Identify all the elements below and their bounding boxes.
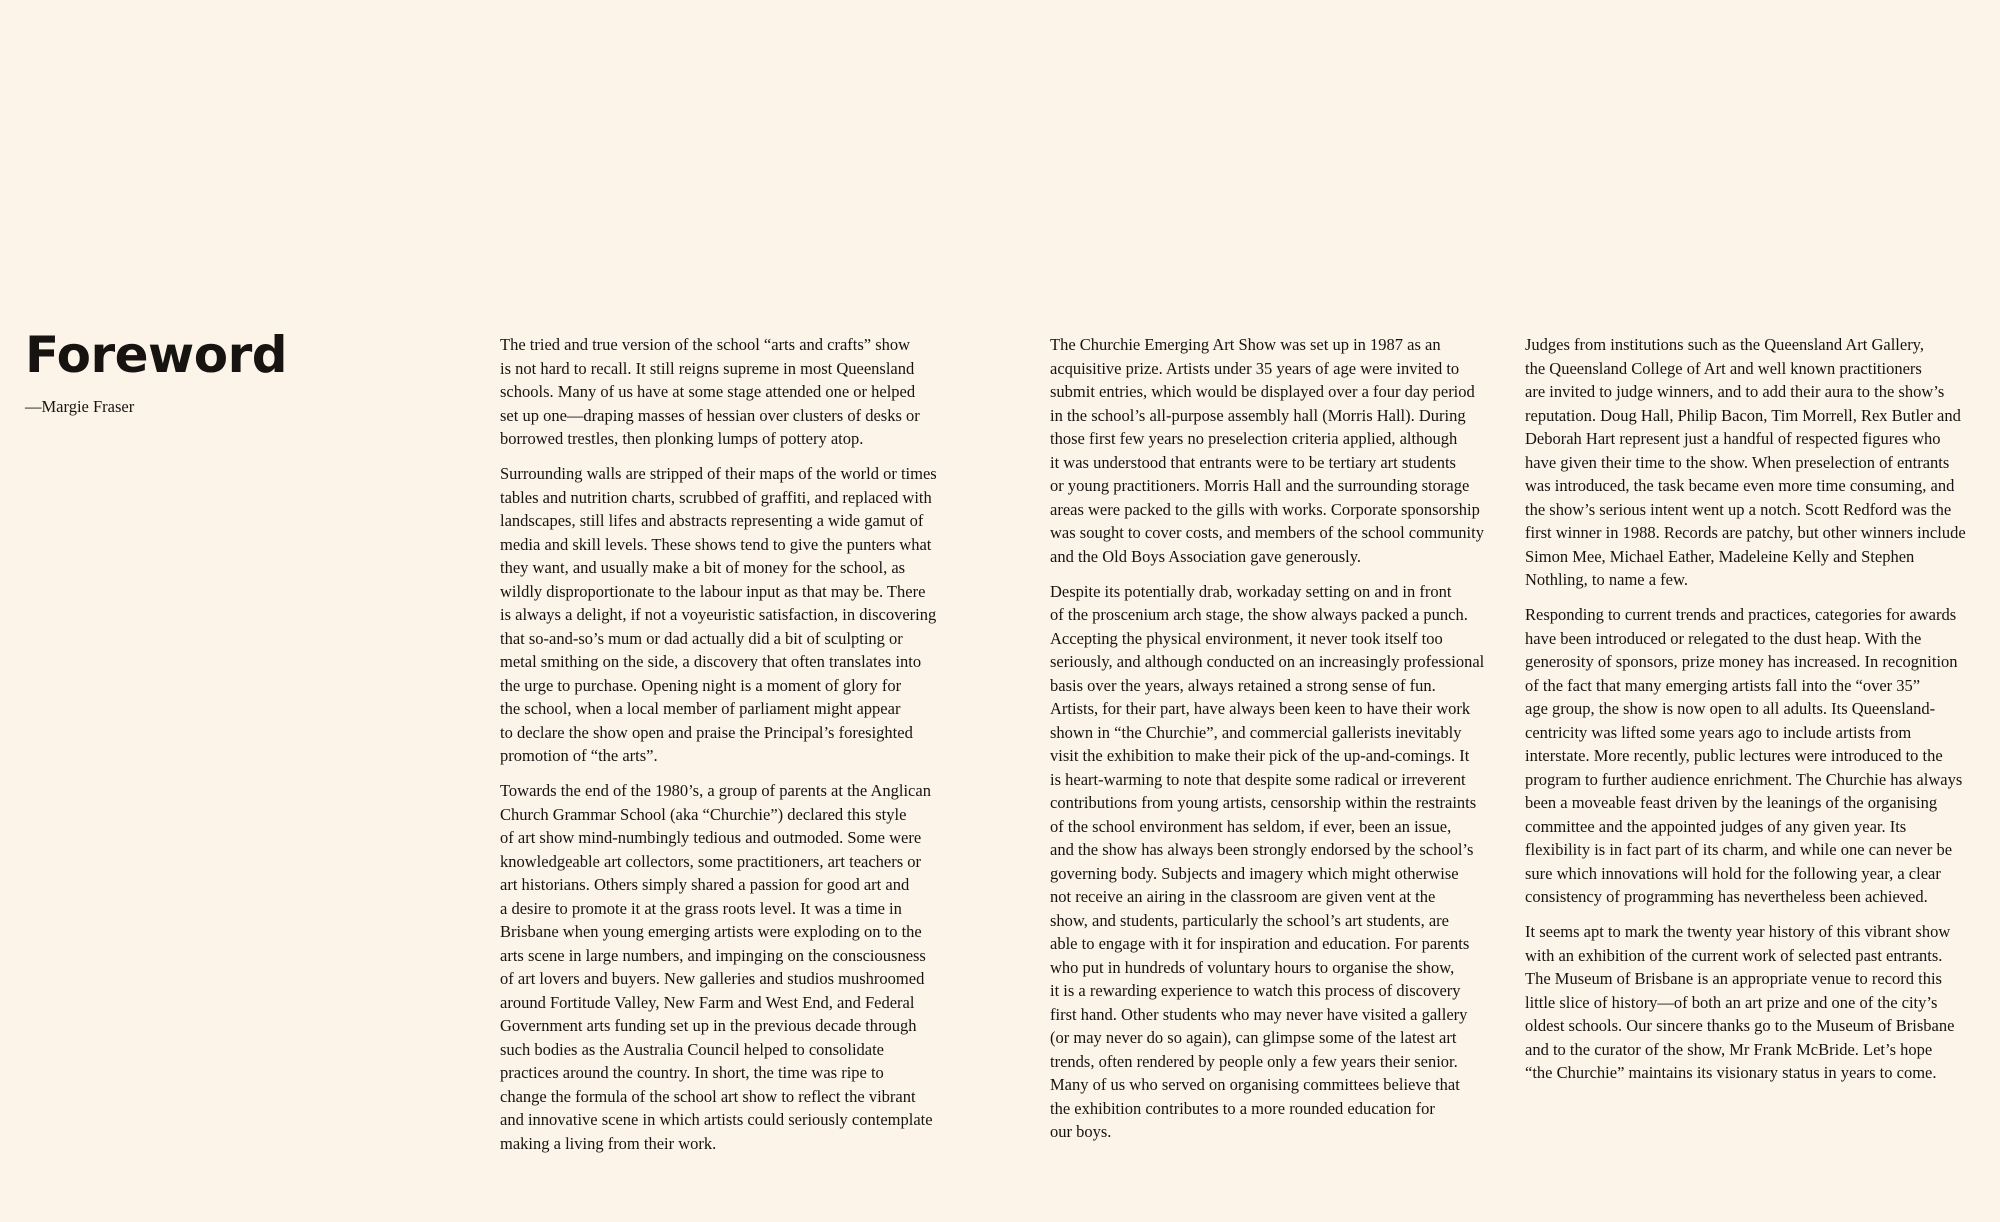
text-line: borrowed trestles, then plonking lumps of pottery atop. <box>500 429 864 448</box>
text-line: Deborah Hart represent just a handful of respected figures who <box>1525 429 1941 448</box>
text-line: program to further audience enrichment. The Churchie has always <box>1525 769 1963 789</box>
text-line: have been introduced or relegated to the dust heap. With the <box>1525 628 1922 648</box>
text-line: and to the curator of the show, Mr Frank McBride. Let’s hope <box>1525 1039 1933 1059</box>
text-line: is not hard to recall. It still reigns supreme in most Queensland <box>500 358 915 378</box>
text-line: promotion of “the arts”. <box>500 746 658 765</box>
text-line: of art show mind-numbingly tedious and outmoded. Some were <box>500 828 922 847</box>
text-line: Responding to current trends and practices, categories for awards <box>1525 605 1957 624</box>
text-line: tables and nutrition charts, scrubbed of graffiti, and replaced with <box>500 487 932 507</box>
paragraph <box>1050 333 1520 568</box>
text-column-2 <box>1050 333 1520 1155</box>
text-line: committee and the appointed judges of any given year. Its <box>1525 816 1907 836</box>
text-line: such bodies as the Australia Council helped to consolidate <box>500 1039 885 1059</box>
text-line: to declare the show open and praise the Principal’s foresighted <box>500 722 913 742</box>
paragraph <box>500 333 970 451</box>
paragraph <box>1050 580 1520 1144</box>
text-line: Simon Mee, Michael Eather, Madeleine Kelly and Stephen <box>1525 546 1915 566</box>
text-line: Towards the end of the 1980’s, a group of parents at the Anglican <box>500 781 931 800</box>
text-line: The Churchie Emerging Art Show was set up in 1987 as an <box>1050 335 1441 354</box>
text-line: the show’s serious intent went up a notch. Scott Redford was the <box>1525 499 1952 519</box>
text-line: knowledgeable art collectors, some practitioners, art teachers or <box>500 851 922 871</box>
text-line: little slice of history—of both an art prize and one of the city’s <box>1525 992 1938 1012</box>
text-line: who put in hundreds of voluntary hours to organise the show, <box>1050 957 1455 977</box>
text-line: able to engage with it for inspiration and education. For parents <box>1050 934 1470 953</box>
text-line: submit entries, which would be displayed over a four day period <box>1050 382 1475 401</box>
text-line: of art lovers and buyers. New galleries and studios mushroomed <box>500 969 925 988</box>
text-line: media and skill levels. These shows tend to give the punters what <box>500 534 932 554</box>
text-line: those first few years no preselection criteria applied, although <box>1050 429 1458 448</box>
text-line: contributions from young artists, censorship within the restraints <box>1050 793 1477 812</box>
text-line: in the school’s all-purpose assembly hall (Morris Hall). During <box>1050 405 1466 425</box>
text-line: visit the exhibition to make their pick of the up-and-comings. It <box>1050 746 1470 765</box>
text-line: Government arts funding set up in the previous decade through <box>500 1016 917 1035</box>
text-line: is heart-warming to note that despite some radical or irreverent <box>1050 769 1466 789</box>
text-line: Judges from institutions such as the Queensland Art Gallery, <box>1525 335 1924 354</box>
text-line: sure which innovations will hold for the following year, a clear <box>1525 863 1941 883</box>
text-line: wildly disproportionate to the labour input as that may be. There <box>500 581 926 601</box>
text-line: first winner in 1988. Records are patchy, but other winners include <box>1525 523 1966 542</box>
text-line: or young practitioners. Morris Hall and the surrounding storage <box>1050 476 1470 495</box>
paragraph <box>500 779 970 1155</box>
text-line: are invited to judge winners, and to add their aura to the show’s <box>1525 382 1945 401</box>
text-line: was sought to cover costs, and members of the school community <box>1050 523 1484 542</box>
text-line: generosity of sponsors, prize money has increased. In recognition <box>1525 652 1958 671</box>
text-line: and the Old Boys Association gave generously. <box>1050 546 1362 566</box>
text-line: the school, when a local member of parliament might appear <box>500 699 901 718</box>
text-line: a desire to promote it at the grass roots level. It was a time in <box>500 898 902 918</box>
text-line: show, and students, particularly the school’s art students, are <box>1050 910 1449 930</box>
text-line: Nothling, to name a few. <box>1525 570 1688 589</box>
text-line: art historians. Others simply shared a passion for good art and <box>500 875 910 894</box>
text-line: Brisbane when young emerging artists were exploding on to the <box>500 922 922 941</box>
text-line: have given their time to the show. When preselection of entrants <box>1525 452 1950 472</box>
text-column-1 <box>500 333 970 1167</box>
text-line: is always a delight, if not a voyeuristic satisfaction, in discovering <box>500 605 937 624</box>
text-line: Despite its potentially drab, workaday setting on and in front <box>1050 581 1452 601</box>
text-line: Church Grammar School (aka “Churchie”) declared this style <box>500 804 907 824</box>
text-line: It seems apt to mark the twenty year history of this vibrant show <box>1525 922 1951 941</box>
text-line: Surrounding walls are stripped of their maps of the world or times <box>500 464 937 483</box>
text-line: and the show has always been strongly endorsed by the school’s <box>1050 840 1474 859</box>
text-line: areas were packed to the gills with works. Corporate sponsorship <box>1050 499 1480 519</box>
text-line: (or may never do so again), can glimpse some of the latest art <box>1050 1028 1457 1047</box>
text-line: set up one—draping masses of hessian over clusters of desks or <box>500 405 920 425</box>
text-line: the exhibition contributes to a more rounded education for <box>1050 1098 1435 1118</box>
text-line: they want, and usually make a bit of money for the school, as <box>500 558 906 577</box>
text-line: reputation. Doug Hall, Philip Bacon, Tim Morrell, Rex Butler and <box>1525 405 1961 425</box>
text-line: with an exhibition of the current work of selected past entrants. <box>1525 945 1943 965</box>
text-line: it was understood that entrants were to be tertiary art students <box>1050 452 1456 472</box>
text-line: The tried and true version of the school “arts and crafts” show <box>500 335 911 354</box>
paragraph <box>500 462 970 768</box>
text-line: practices around the country. In short, the time was ripe to <box>500 1063 884 1082</box>
text-line: making a living from their work. <box>500 1133 717 1153</box>
text-line: first hand. Other students who may never have visited a gallery <box>1050 1004 1468 1024</box>
paragraph <box>1525 333 1985 592</box>
author-byline: —Margie Fraser <box>25 397 135 416</box>
text-line: Artists, for their part, have always been keen to have their work <box>1050 699 1471 718</box>
text-line: of the school environment has seldom, if ever, been an issue, <box>1050 816 1452 836</box>
text-line: trends, often rendered by people only a few years their senior. <box>1050 1051 1458 1071</box>
text-line: change the formula of the school art show to reflect the vibrant <box>500 1086 916 1106</box>
text-line: of the proscenium arch stage, the show always packed a punch. <box>1050 605 1468 624</box>
text-line: around Fortitude Valley, New Farm and West End, and Federal <box>500 992 915 1012</box>
text-line: and innovative scene in which artists could seriously contemplate <box>500 1110 933 1129</box>
text-line: “the Churchie” maintains its visionary status in years to come. <box>1525 1063 1937 1082</box>
paragraph <box>1525 603 1985 909</box>
text-line: seriously, and although conducted on an increasingly professional <box>1050 652 1485 671</box>
text-line: basis over the years, always retained a strong sense of fun. <box>1050 675 1436 695</box>
paragraph <box>1525 920 1985 1085</box>
text-line: flexibility is in fact part of its charm, and while one can never be <box>1525 840 1953 859</box>
text-line: consistency of programming has nevertheless been achieved. <box>1525 887 1928 906</box>
text-line: acquisitive prize. Artists under 35 years of age were invited to <box>1050 358 1460 378</box>
page-title: Foreword <box>25 326 288 384</box>
text-line: of the fact that many emerging artists fall into the “over 35” <box>1525 675 1921 695</box>
title-block <box>25 325 425 419</box>
text-line: Accepting the physical environment, it never took itself too <box>1050 628 1443 648</box>
text-line: Many of us who served on organising committees believe that <box>1050 1075 1460 1094</box>
text-line: been a moveable feast driven by the leanings of the organising <box>1525 793 1938 812</box>
text-line: interstate. More recently, public lectures were introduced to the <box>1525 746 1943 765</box>
text-line: centricity was lifted some years ago to include artists from <box>1525 722 1912 742</box>
text-line: was introduced, the task became even more time consuming, and <box>1525 476 1955 495</box>
text-line: oldest schools. Our sincere thanks go to the Museum of Brisbane <box>1525 1016 1955 1035</box>
text-line: governing body. Subjects and imagery which might otherwise <box>1050 863 1459 883</box>
text-line: landscapes, still lifes and abstracts representing a wide gamut of <box>500 511 924 530</box>
text-line: age group, the show is now open to all adults. Its Queensland- <box>1525 699 1936 718</box>
text-line: arts scene in large numbers, and impinging on the consciousness <box>500 945 926 965</box>
text-line: that so-and-so’s mum or dad actually did a bit of sculpting or <box>500 628 903 648</box>
text-column-3 <box>1525 333 1985 1096</box>
text-line: the urge to purchase. Opening night is a moment of glory for <box>500 675 902 695</box>
text-line: shown in “the Churchie”, and commercial gallerists inevitably <box>1050 722 1462 742</box>
text-line: The Museum of Brisbane is an appropriate venue to record this <box>1525 969 1942 988</box>
text-line: our boys. <box>1050 1122 1112 1141</box>
text-line: schools. Many of us have at some stage attended one or helped <box>500 382 916 401</box>
text-line: not receive an airing in the classroom are given vent at the <box>1050 887 1436 906</box>
text-line: the Queensland College of Art and well known practitioners <box>1525 358 1922 378</box>
text-line: metal smithing on the side, a discovery that often translates into <box>500 652 922 671</box>
text-line: it is a rewarding experience to watch this process of discovery <box>1050 981 1461 1000</box>
